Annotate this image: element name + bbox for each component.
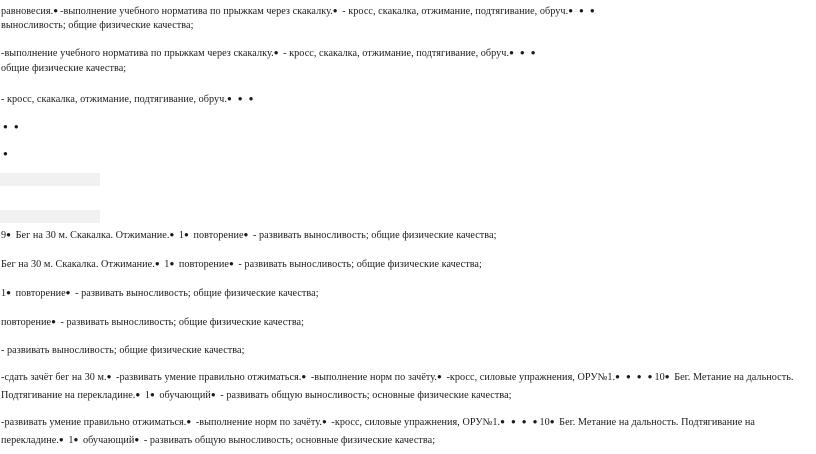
text-fragment: - кросс, скакалка, отжимание, подтягивание, обруч. [280,48,510,59]
text-fragment: обучающий [156,390,211,401]
text-fragment: Бег на 30 м. Скакалка. Отжимание. [13,230,170,241]
text-paragraph-12 [1,413,813,449]
text-fragment: 1 [65,435,74,446]
text-line-10 [1,345,245,357]
bullet-icon: ● [6,230,13,239]
text-fragment: - кросс, скакалка, отжимание, подтягивание, обруч. [1,94,227,105]
text-fragment: - развивать выносливость; общие физические качества; [57,317,304,328]
bullet-icon: ● ● ● ● [500,417,540,426]
text-fragment: 10 [539,417,550,428]
text-fragment: равновесия. [1,6,54,17]
text-fragment: -выполнение норм по зачёту. [193,417,322,428]
bullet-icon: ● [53,6,61,15]
text-fragment: -сдать зачёт бег на 30 м. [1,372,107,383]
text-line-9 [1,316,304,329]
bullet-icon: ● [243,230,251,239]
text-fragment: - развивать общую выносливость; основные физические качества; [141,435,436,446]
text-fragment: повторение [176,259,229,270]
text-fragment: - развивать общую выносливость; основные физические качества; [217,390,512,401]
bullet-icon: ● [549,417,557,426]
bullet-icon: ● ● ● ● [615,372,655,381]
text-fragment: -выполнение учебного норматива по прыжкам через скакалку. [60,6,333,17]
bullet-icon: ● [106,372,114,381]
text-fragment: - развивать выносливость; общие физические качества; [1,345,245,356]
text-fragment: повторение [1,317,52,328]
text-fragment: повторение [13,288,66,299]
bullet-icon: ● [332,6,340,15]
bullet-icon: ● [58,435,66,444]
text-fragment: Бег на 30 м. Скакалка. Отжимание. [1,259,155,270]
text-fragment: 10 [654,372,665,383]
text-fragment: -выполнение норм по зачёту. [308,372,437,383]
text-fragment: - развивать выносливость; общие физические качества; [235,259,482,270]
bullet-icon: ● [149,390,157,399]
text-fragment: общие физические качества; [1,63,127,74]
bullet-icon: ● [228,259,236,268]
bullet-icon: ● [6,288,13,297]
text-fragment: Бег. Метание на дальность. Подтягивание на перекладине. [1,372,794,401]
text-line-5 [1,93,255,106]
text-line-1 [1,5,597,18]
bullet-icon: ● ● ● [226,94,256,103]
bullet-icon: ● [169,230,177,239]
bullet-icon: ● [169,259,177,268]
text-fragment: 1 [1,288,7,299]
bullet-icon: ● [73,435,81,444]
text-line-4 [1,63,126,75]
bullet-icon: ● [51,317,58,326]
bullet-icon: ● [186,417,194,426]
text-fragment: 1 [161,259,170,270]
bullet-icon: ● ● ● [568,6,597,15]
text-fragment: 1 [176,230,185,241]
text-fragment: - развивать выносливость; общие физические качества; [250,230,497,241]
text-fragment: 9 [1,230,7,241]
bullet-icon: ● [3,149,10,158]
text-fragment: 1 [142,390,150,401]
text-line-6 [1,229,496,242]
text-fragment: выносливость; общие физические качества; [1,20,194,31]
bullet-icon: ● [135,390,143,399]
text-line-8 [1,287,319,300]
bullet-icon: ● ● ● [509,48,538,57]
bullet-icon: ● [273,48,281,57]
text-line-3 [1,47,538,60]
text-fragment: - кросс, скакалка, отжимание, подтягивание, обруч. [339,6,569,17]
bullet-icon: ● [184,230,191,239]
text-line-2 [1,20,193,32]
bullet-icon: ● ● [3,122,21,131]
text-fragment: Бег. Метание на дальность. Подтягивание на перекладине. [1,417,755,446]
bullet-icon: ● [134,435,142,444]
bullet-icon: ● [664,372,672,381]
text-line-7 [1,258,482,271]
text-fragment: -развивать умение правильно отжиматься. [113,372,302,383]
text-fragment: -выполнение учебного норматива по прыжкам через скакалку. [1,48,274,59]
text-paragraph-11 [1,368,813,404]
placeholder-bar [0,173,100,186]
text-fragment: -развивать умение правильно отжиматься. [1,417,187,428]
bullet-icon: ● [301,372,309,381]
text-fragment: - развивать выносливость; общие физические качества; [72,288,319,299]
placeholder-bar [0,210,100,223]
bullet-icon: ● [321,417,329,426]
bullet-icon: ● [210,390,218,399]
text-fragment: -кросс, силовые упражнения, ОРУ№1. [328,417,501,428]
text-fragment: повторение [190,230,244,241]
text-fragment: -кросс, силовые упражнения, ОРУ№1. [443,372,616,383]
bullet-icon: ● [437,372,444,381]
text-fragment: обучающий [80,435,135,446]
bullet-icon: ● [65,288,73,297]
bullet-icon: ● [154,259,162,268]
